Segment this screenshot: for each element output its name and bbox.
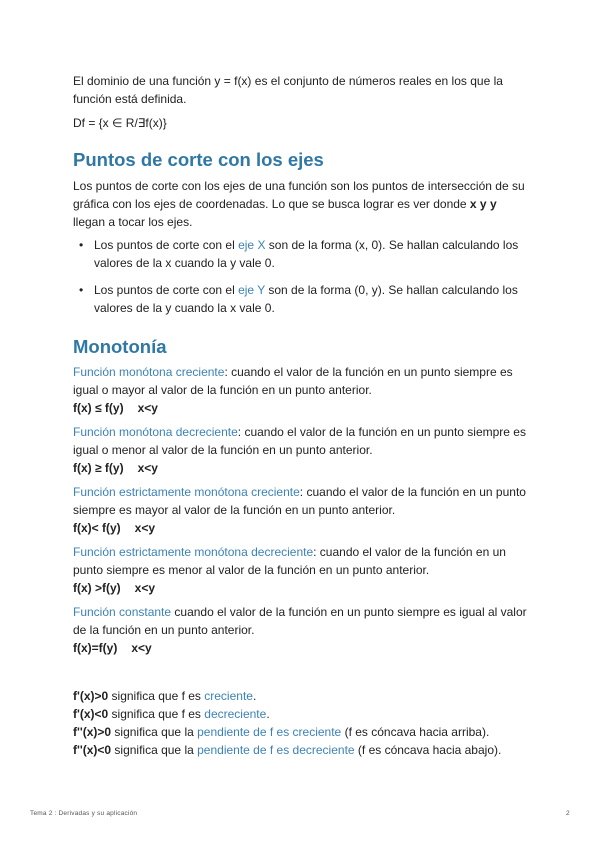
bullet-post: son de la forma (0, y). Se hallan calculando los valores de la y cuando la x vale 0. — [94, 283, 518, 315]
footer-title: Tema 2 : Derivadas y su aplicación — [30, 810, 138, 817]
derivada-link[interactable]: pendiente de f es creciente — [197, 725, 342, 739]
derivada-link[interactable]: pendiente de f es decreciente — [197, 743, 355, 757]
derivada-expr: f''(x)<0 — [73, 743, 112, 757]
derivada-pre: significa que la — [111, 743, 198, 757]
monotonia-formula — [73, 519, 533, 537]
derivada-post: (f es cóncava hacia arriba). — [341, 725, 490, 739]
monotonia-term[interactable]: Función estrictamente monótona decreciente — [73, 545, 314, 559]
list-item — [73, 236, 533, 272]
bullet-icon: • — [79, 238, 84, 252]
formula-cond: x<y — [137, 401, 158, 415]
derivada-expr: f'(x)>0 — [73, 689, 109, 703]
derivada-line — [73, 705, 533, 723]
monotonia-desc-text: cuando el valor de la función en un punto siempre es igual al valor de la función en un punto anterior. — [73, 605, 527, 637]
monotonia-item — [73, 363, 533, 417]
bullet-pre: Los puntos de corte con el — [94, 238, 239, 252]
derivada-line — [73, 723, 533, 741]
monotonia-term[interactable]: Función monótona decreciente — [73, 425, 238, 439]
derivada-line — [73, 687, 533, 705]
formula-cond: x<y — [134, 521, 156, 535]
derivada-pre: significa que la — [111, 725, 198, 739]
df-formula: Df = {x ∈ R/∃f(x)} — [73, 116, 167, 130]
bullet-icon: • — [79, 283, 84, 297]
monotonia-formula — [73, 579, 533, 597]
monotonia-term[interactable]: Función constante — [73, 605, 172, 619]
derivada-post: . — [266, 707, 270, 721]
derivada-expr: f'(x)<0 — [73, 707, 109, 721]
eje-y-link[interactable]: eje Y — [238, 283, 266, 297]
monotonia-term[interactable]: Función estrictamente monótona creciente — [73, 485, 300, 499]
derivadas-block — [73, 687, 533, 759]
eje-x-link[interactable]: eje X — [238, 238, 266, 252]
puntos-heading: Puntos de corte con los ejes — [73, 149, 324, 170]
puntos-text-xy: x y y — [469, 197, 497, 211]
monotonia-term[interactable]: Función monótona creciente — [73, 365, 225, 379]
derivada-line — [73, 741, 533, 759]
monotonia-desc-text: : cuando el valor de la función en un punto siempre es igual o menor al valor de la función en un punto anterior. — [73, 425, 526, 457]
monotonia-desc — [73, 543, 533, 579]
monotonia-item — [73, 483, 533, 537]
monotonia-heading: Monotonía — [73, 336, 167, 357]
puntos-paragraph — [73, 177, 533, 231]
monotonia-desc-text: : cuando el valor de la función en un punto siempre es igual o mayor al valor de la función en un punto anterior. — [73, 365, 513, 397]
document-page — [73, 0, 533, 759]
derivada-expr: f''(x)>0 — [73, 725, 112, 739]
list-item — [73, 281, 533, 317]
puntos-text-a: Los puntos de corte con los ejes de una función son los puntos de intersección de su gráfica con los ejes de coordenadas. Lo que se busca lograr es ver donde — [73, 179, 525, 211]
formula-text: f(x)< f(y) — [73, 521, 121, 535]
derivada-link[interactable]: creciente — [204, 689, 253, 703]
puntos-list — [73, 236, 533, 317]
bullet-pre: Los puntos de corte con el — [94, 283, 239, 297]
monotonia-formula — [73, 459, 533, 477]
derivada-link[interactable]: decreciente — [204, 707, 267, 721]
formula-cond: x<y — [134, 581, 156, 595]
derivada-pre: significa que f es — [108, 689, 205, 703]
page-number: 2 — [566, 810, 570, 817]
formula-cond: x<y — [137, 461, 158, 475]
monotonia-desc-text: : cuando el valor de la función en un punto siempre es menor al valor de la función en un punto anterior. — [73, 545, 506, 577]
dominio-paragraph: El dominio de una función y = f(x) es el conjunto de números reales en los que la función está definida. — [73, 74, 503, 106]
monotonia-desc — [73, 603, 533, 639]
formula-cond: x<y — [131, 641, 152, 655]
monotonia-item — [73, 543, 533, 597]
formula-text: f(x) ≥ f(y) — [73, 461, 124, 475]
monotonia-desc — [73, 423, 533, 459]
monotonia-desc — [73, 483, 533, 519]
monotonia-item — [73, 603, 533, 657]
puntos-text-b: llegan a tocar los ejes. — [73, 215, 193, 229]
formula-text: f(x) >f(y) — [73, 581, 121, 595]
monotonia-desc-text: : cuando el valor de la función en un punto siempre es mayor al valor de la función en un punto anterior. — [73, 485, 526, 517]
monotonia-formula — [73, 399, 533, 417]
derivada-post: (f es cóncava hacia abajo). — [354, 743, 502, 757]
derivada-post: . — [252, 689, 257, 703]
monotonia-desc — [73, 363, 533, 399]
formula-text: f(x)=f(y) — [73, 641, 118, 655]
formula-text: f(x) ≤ f(y) — [73, 401, 124, 415]
bullet-post: son de la forma (x, 0). Se hallan calculando los valores de la x cuando la y vale 0. — [94, 238, 519, 270]
derivada-pre: significa que f es — [108, 707, 205, 721]
monotonia-item — [73, 423, 533, 477]
monotonia-formula — [73, 639, 533, 657]
